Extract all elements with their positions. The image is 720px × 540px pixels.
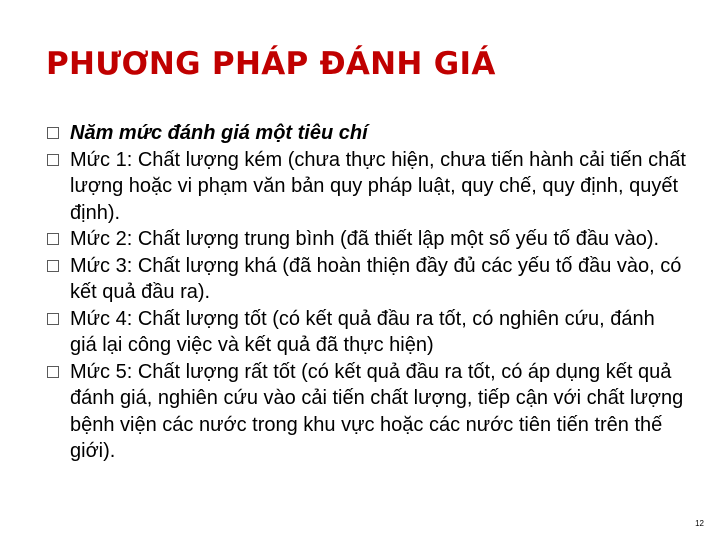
- bullet-text: Mức 2: Chất lượng trung bình (đã thiết lập một số yếu tố đầu vào).: [70, 228, 660, 250]
- hollow-square-bullet-icon: [47, 260, 59, 272]
- hollow-square-bullet-icon: [47, 313, 59, 325]
- slide-title: PHƯƠNG PHÁP ĐÁNH GIÁ: [46, 46, 496, 82]
- bullet-text: Năm mức đánh giá một tiêu chí: [70, 122, 368, 144]
- bullet-item-level-3: [46, 253, 686, 306]
- hollow-square-bullet-icon: [47, 154, 59, 166]
- bullet-text: Mức 3: Chất lượng khá (đã hoàn thiện đầy đủ các yếu tố đầu vào, có kết quả đầu ra).: [70, 254, 682, 303]
- bullet-text: Mức 1: Chất lượng kém (chưa thực hiện, chưa tiến hành cải tiến chất lượng hoặc vi phạm văn bản quy pháp luật, quy chế, quy định, quyết định).: [70, 148, 686, 224]
- bullet-item-level-4: [46, 306, 686, 359]
- hollow-square-bullet-icon: [47, 233, 59, 245]
- bullet-text: Mức 5: Chất lượng rất tốt (có kết quả đầu ra tốt, có áp dụng kết quả đánh giá, nghiên cứu vào cải tiến chất lượng, tiếp cận với chất lượng bệnh viện các nước trong khu vực hoặc các nước tiên tiến trên thế giới).: [70, 360, 684, 462]
- hollow-square-bullet-icon: [47, 366, 59, 378]
- page-number: 12: [695, 519, 704, 528]
- bullet-list: [46, 120, 686, 465]
- bullet-item-level-2: [46, 226, 686, 253]
- bullet-text: Mức 4: Chất lượng tốt (có kết quả đầu ra tốt, có nghiên cứu, đánh giá lại công việc và kết quả đã thực hiện): [70, 307, 655, 356]
- hollow-square-bullet-icon: [47, 127, 59, 139]
- bullet-item-intro: [46, 120, 686, 147]
- bullet-item-level-5: [46, 359, 686, 465]
- bullet-item-level-1: [46, 147, 686, 227]
